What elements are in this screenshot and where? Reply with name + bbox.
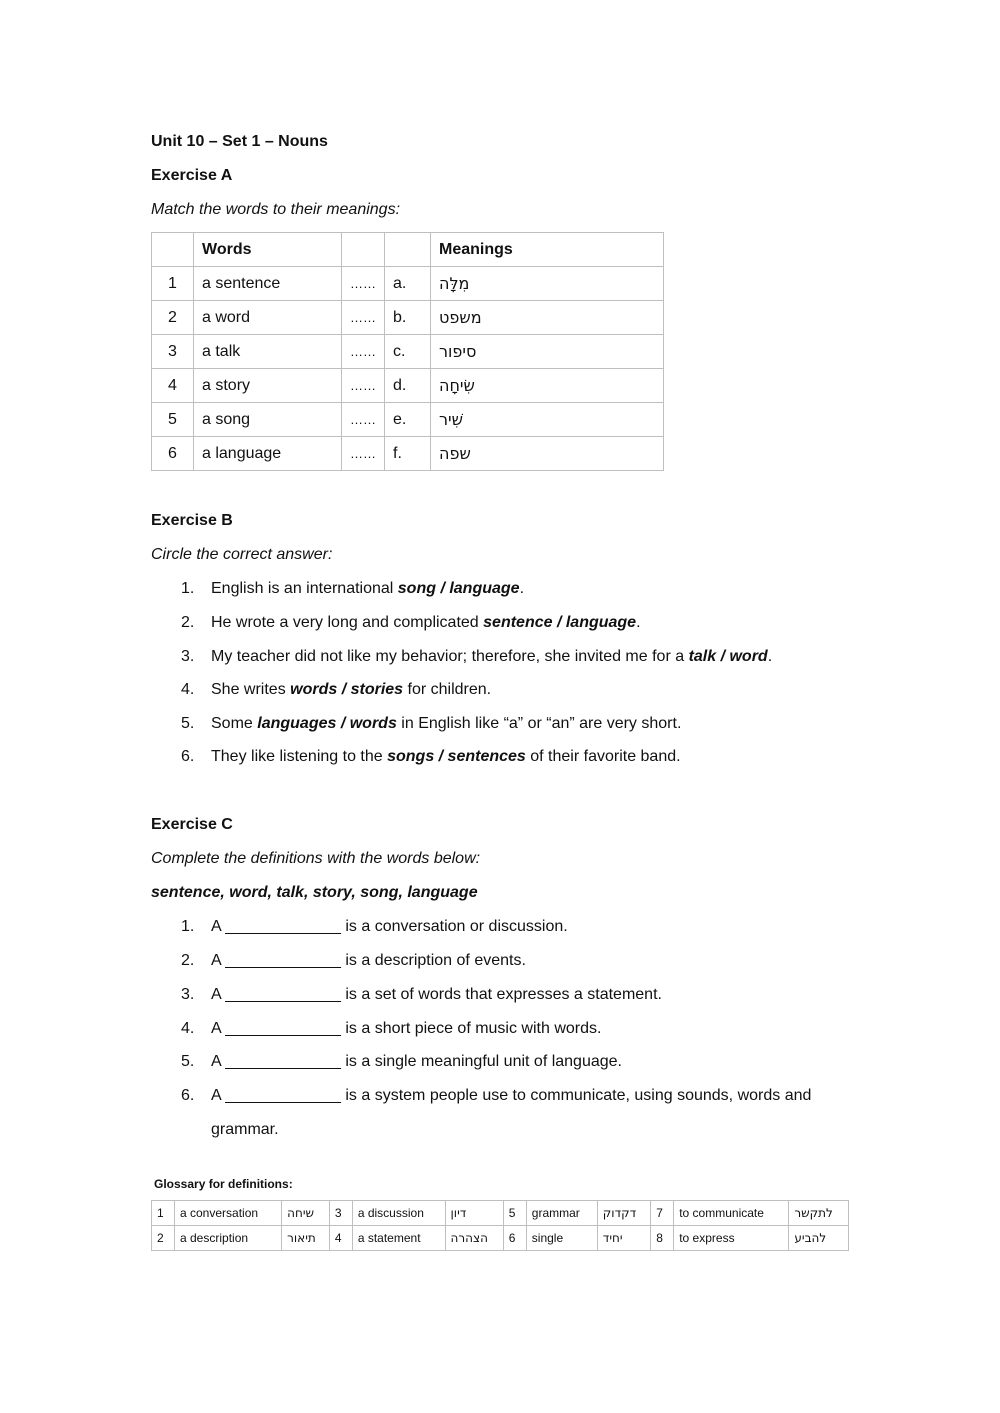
item-number: 2.: [181, 614, 195, 631]
header-num: [152, 233, 194, 267]
glossary-row: [152, 1201, 849, 1226]
answer-choice[interactable]: songs / sentences: [387, 748, 526, 765]
row-meaning: שִׁיר: [431, 403, 664, 437]
glossary-number: 2: [152, 1226, 175, 1251]
matching-row: [152, 403, 664, 437]
glossary-number: 7: [651, 1201, 674, 1226]
matching-row: [152, 267, 664, 301]
glossary-translation: דיון: [445, 1201, 503, 1226]
glossary-number: 4: [329, 1226, 352, 1251]
matching-row: [152, 369, 664, 403]
exercise-b-item: [181, 647, 772, 667]
item-text-end: of their favorite band.: [525, 748, 681, 765]
glossary-table: [151, 1200, 849, 1251]
row-meaning: סיפור: [431, 335, 664, 369]
answer-blank[interactable]: ……: [342, 267, 385, 301]
row-word: a sentence: [194, 267, 342, 301]
row-word: a language: [194, 437, 342, 471]
header-letter: [385, 233, 431, 267]
glossary-row: [152, 1226, 849, 1251]
exercise-a-heading: Exercise A: [151, 167, 233, 184]
glossary-term: a description: [175, 1226, 282, 1251]
glossary-translation: דקדוק: [597, 1201, 650, 1226]
item-text: English is an international: [211, 580, 398, 597]
definition-continuation: grammar.: [211, 1121, 279, 1138]
glossary-translation: תיאור: [282, 1226, 330, 1251]
header-words: Words: [194, 233, 342, 267]
glossary-number: 8: [651, 1226, 674, 1251]
glossary-term: a discussion: [352, 1201, 445, 1226]
answer-choice[interactable]: sentence / language: [483, 614, 637, 631]
item-text: My teacher did not like my behavior; therefore, she invited me for a: [211, 648, 689, 665]
exercise-c-item: [181, 1086, 811, 1106]
item-text-end: for children.: [403, 681, 492, 698]
answer-choice[interactable]: talk / word: [688, 648, 768, 665]
exercise-a-instruction: Match the words to their meanings:: [151, 201, 401, 218]
glossary-translation: הצהרה: [445, 1226, 503, 1251]
row-number: 2: [152, 301, 194, 335]
exercise-c-item: [181, 985, 662, 1005]
item-text-end: in English like “a” or “an” are very short.: [396, 715, 682, 732]
row-letter: f.: [385, 437, 431, 471]
row-meaning: שִׂיחָה: [431, 369, 664, 403]
row-number: 4: [152, 369, 194, 403]
item-number: 1.: [181, 580, 195, 597]
row-word: a story: [194, 369, 342, 403]
exercise-c-heading: Exercise C: [151, 816, 233, 833]
row-letter: b.: [385, 301, 431, 335]
exercise-c-instruction: Complete the definitions with the words below:: [151, 850, 481, 867]
item-text: They like listening to the: [211, 748, 388, 765]
item-number: 4.: [181, 681, 195, 698]
item-number: 3.: [181, 648, 195, 665]
word-bank: sentence, word, talk, story, song, language: [151, 884, 478, 901]
item-text-end: .: [519, 580, 525, 597]
glossary-translation: לתקשר: [789, 1201, 849, 1226]
exercise-b-item: [181, 680, 491, 700]
glossary-number: 5: [503, 1201, 526, 1226]
matching-row: [152, 301, 664, 335]
glossary-translation: להביע: [789, 1226, 849, 1251]
matching-table: [151, 232, 664, 471]
item-text: She writes: [211, 681, 291, 698]
glossary-term: grammar: [526, 1201, 597, 1226]
exercise-b-heading: Exercise B: [151, 512, 233, 529]
item-number: 5.: [181, 1053, 195, 1070]
answer-choice[interactable]: languages / words: [257, 715, 397, 732]
glossary-term: a statement: [352, 1226, 445, 1251]
answer-blank[interactable]: ……: [342, 335, 385, 369]
glossary-title: Glossary for definitions:: [154, 1177, 293, 1191]
glossary-number: 1: [152, 1201, 175, 1226]
row-word: a word: [194, 301, 342, 335]
row-word: a talk: [194, 335, 342, 369]
row-number: 5: [152, 403, 194, 437]
glossary-translation: שיחה: [282, 1201, 330, 1226]
answer-choice[interactable]: words / stories: [290, 681, 404, 698]
answer-blank[interactable]: ……: [342, 369, 385, 403]
row-number: 3: [152, 335, 194, 369]
definition-text[interactable]: A _____________ is a single meaningful unit of language.: [211, 1053, 622, 1070]
glossary-term: to express: [674, 1226, 789, 1251]
definition-text[interactable]: A _____________ is a set of words that expresses a statement.: [211, 986, 662, 1003]
item-number: 3.: [181, 986, 195, 1003]
answer-blank[interactable]: ……: [342, 403, 385, 437]
exercise-b-item: [181, 714, 681, 734]
exercise-b-item: [181, 613, 641, 633]
item-number: 5.: [181, 715, 195, 732]
matching-row: [152, 437, 664, 471]
row-number: 6: [152, 437, 194, 471]
item-number: 6.: [181, 748, 195, 765]
exercise-c-item: [181, 1052, 622, 1072]
row-letter: e.: [385, 403, 431, 437]
glossary-term: single: [526, 1226, 597, 1251]
item-number: 6.: [181, 1087, 195, 1104]
glossary-term: to communicate: [674, 1201, 789, 1226]
header-blank: [342, 233, 385, 267]
page-title: Unit 10 – Set 1 – Nouns: [151, 133, 328, 150]
item-text: Some: [211, 715, 258, 732]
glossary-translation: יחיד: [597, 1226, 650, 1251]
item-number: 1.: [181, 918, 195, 935]
glossary-number: 3: [329, 1201, 352, 1226]
row-letter: a.: [385, 267, 431, 301]
answer-blank[interactable]: ……: [342, 437, 385, 471]
item-number: 4.: [181, 1020, 195, 1037]
row-meaning: מִלָּה: [431, 267, 664, 301]
exercise-c-item: [181, 1019, 601, 1039]
item-text-end: .: [767, 648, 773, 665]
row-meaning: שפה: [431, 437, 664, 471]
answer-choice[interactable]: song / language: [397, 580, 520, 597]
row-word: a song: [194, 403, 342, 437]
exercise-b-item: [181, 747, 681, 767]
answer-blank[interactable]: ……: [342, 301, 385, 335]
exercise-b-instruction: Circle the correct answer:: [151, 546, 333, 563]
item-number: 2.: [181, 952, 195, 969]
row-number: 1: [152, 267, 194, 301]
row-letter: d.: [385, 369, 431, 403]
header-meanings: Meanings: [431, 233, 664, 267]
row-letter: c.: [385, 335, 431, 369]
definition-text[interactable]: A _____________ is a conversation or discussion.: [211, 918, 568, 935]
definition-text[interactable]: A _____________ is a description of events.: [211, 952, 526, 969]
glossary-number: 6: [503, 1226, 526, 1251]
definition-text[interactable]: A _____________ is a short piece of music with words.: [211, 1020, 602, 1037]
exercise-c-item: [181, 917, 568, 937]
item-text-end: .: [636, 614, 641, 631]
row-meaning: משפט: [431, 301, 664, 335]
exercise-b-item: [181, 579, 524, 599]
matching-row: [152, 335, 664, 369]
exercise-c-item: [181, 951, 526, 971]
item-text: He wrote a very long and complicated: [211, 614, 484, 631]
matching-header-row: [152, 233, 664, 267]
definition-text[interactable]: A _____________ is a system people use to communicate, using sounds, words and: [211, 1087, 812, 1104]
glossary-term: a conversation: [175, 1201, 282, 1226]
